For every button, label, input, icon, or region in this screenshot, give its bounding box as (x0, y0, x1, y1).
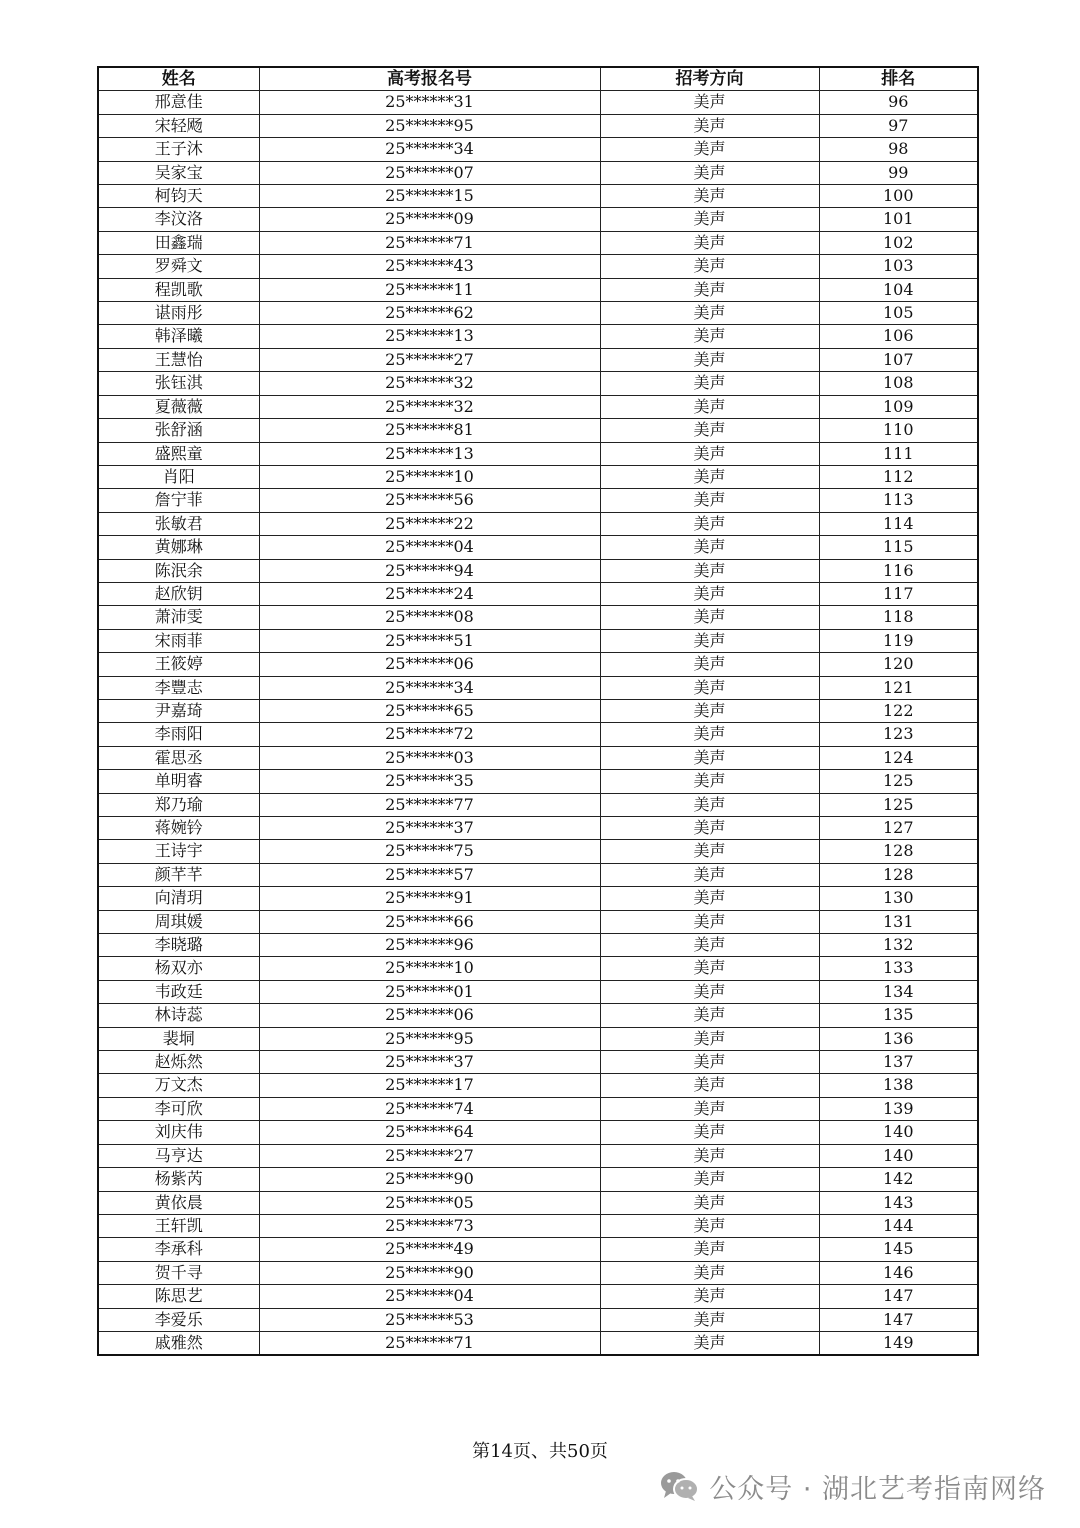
cell-direction: 美声 (600, 582, 819, 605)
cell-rank: 144 (819, 1214, 978, 1237)
cell-direction: 美声 (600, 442, 819, 465)
cell-exam-number: 25******07 (259, 161, 600, 184)
cell-exam-number: 25******37 (259, 1051, 600, 1074)
cell-direction: 美声 (600, 770, 819, 793)
cell-rank: 128 (819, 863, 978, 886)
cell-name: 杨双亦 (98, 957, 259, 980)
cell-direction: 美声 (600, 278, 819, 301)
cell-name: 盛熙童 (98, 442, 259, 465)
cell-exam-number: 25******27 (259, 348, 600, 371)
cell-exam-number: 25******13 (259, 325, 600, 348)
table-row (98, 1308, 978, 1331)
cell-direction: 美声 (600, 1051, 819, 1074)
cell-direction: 美声 (600, 793, 819, 816)
cell-exam-number: 25******71 (259, 231, 600, 254)
cell-rank: 147 (819, 1308, 978, 1331)
cell-name: 陈思艺 (98, 1285, 259, 1308)
ranking-table-container (97, 66, 977, 1356)
cell-direction: 美声 (600, 1285, 819, 1308)
cell-exam-number: 25******49 (259, 1238, 600, 1261)
table-row (98, 231, 978, 254)
cell-name: 韩泽曦 (98, 325, 259, 348)
header-exam-number: 高考报名号 (259, 67, 600, 91)
cell-rank: 101 (819, 208, 978, 231)
cell-exam-number: 25******90 (259, 1168, 600, 1191)
cell-direction: 美声 (600, 653, 819, 676)
cell-rank: 97 (819, 114, 978, 137)
table-row (98, 582, 978, 605)
cell-name: 王子沐 (98, 138, 259, 161)
cell-direction: 美声 (600, 419, 819, 442)
cell-direction: 美声 (600, 208, 819, 231)
page-number: 第14页、共50页 (472, 1441, 608, 1462)
cell-name: 罗舜文 (98, 255, 259, 278)
cell-rank: 147 (819, 1285, 978, 1308)
cell-exam-number: 25******22 (259, 512, 600, 535)
cell-direction: 美声 (600, 348, 819, 371)
table-row (98, 1051, 978, 1074)
cell-exam-number: 25******32 (259, 395, 600, 418)
cell-rank: 140 (819, 1121, 978, 1144)
cell-direction: 美声 (600, 465, 819, 488)
cell-name: 程凯歌 (98, 278, 259, 301)
cell-rank: 118 (819, 606, 978, 629)
wechat-icon (659, 1469, 701, 1503)
cell-exam-number: 25******57 (259, 863, 600, 886)
cell-name: 李豐志 (98, 676, 259, 699)
cell-rank: 128 (819, 840, 978, 863)
cell-name: 肖阳 (98, 465, 259, 488)
table-row (98, 957, 978, 980)
cell-direction: 美声 (600, 231, 819, 254)
cell-rank: 123 (819, 723, 978, 746)
cell-rank: 124 (819, 746, 978, 769)
table-row (98, 676, 978, 699)
cell-rank: 106 (819, 325, 978, 348)
table-row (98, 419, 978, 442)
cell-rank: 131 (819, 910, 978, 933)
table-row (98, 770, 978, 793)
cell-name: 杨紫芮 (98, 1168, 259, 1191)
table-row (98, 910, 978, 933)
cell-exam-number: 25******06 (259, 1004, 600, 1027)
cell-name: 宋轻飏 (98, 114, 259, 137)
cell-direction: 美声 (600, 1027, 819, 1050)
cell-exam-number: 25******13 (259, 442, 600, 465)
cell-rank: 139 (819, 1097, 978, 1120)
cell-rank: 109 (819, 395, 978, 418)
cell-rank: 133 (819, 957, 978, 980)
cell-rank: 137 (819, 1051, 978, 1074)
cell-direction: 美声 (600, 91, 819, 114)
cell-rank: 122 (819, 699, 978, 722)
cell-exam-number: 25******81 (259, 419, 600, 442)
cell-exam-number: 25******05 (259, 1191, 600, 1214)
cell-name: 詹宁菲 (98, 489, 259, 512)
cell-name: 马亨达 (98, 1144, 259, 1167)
cell-rank: 111 (819, 442, 978, 465)
table-row (98, 1214, 978, 1237)
cell-exam-number: 25******94 (259, 559, 600, 582)
cell-direction: 美声 (600, 1191, 819, 1214)
cell-name: 贺千寻 (98, 1261, 259, 1284)
cell-rank: 110 (819, 419, 978, 442)
cell-rank: 134 (819, 980, 978, 1003)
cell-name: 戚雅然 (98, 1331, 259, 1355)
cell-direction: 美声 (600, 302, 819, 325)
cell-direction: 美声 (600, 957, 819, 980)
cell-direction: 美声 (600, 512, 819, 535)
cell-rank: 146 (819, 1261, 978, 1284)
table-body (98, 91, 978, 1355)
table-row (98, 887, 978, 910)
cell-rank: 121 (819, 676, 978, 699)
cell-direction: 美声 (600, 1097, 819, 1120)
cell-name: 陈泯余 (98, 559, 259, 582)
cell-exam-number: 25******91 (259, 887, 600, 910)
cell-exam-number: 25******95 (259, 114, 600, 137)
cell-direction: 美声 (600, 1121, 819, 1144)
cell-direction: 美声 (600, 536, 819, 559)
cell-exam-number: 25******35 (259, 770, 600, 793)
cell-direction: 美声 (600, 934, 819, 957)
cell-name: 谌雨彤 (98, 302, 259, 325)
cell-rank: 136 (819, 1027, 978, 1050)
cell-exam-number: 25******64 (259, 1121, 600, 1144)
table-row (98, 372, 978, 395)
cell-exam-number: 25******34 (259, 676, 600, 699)
ranking-table (97, 66, 979, 1356)
cell-name: 王轩凯 (98, 1214, 259, 1237)
cell-direction: 美声 (600, 910, 819, 933)
table-row (98, 114, 978, 137)
cell-name: 王诗宇 (98, 840, 259, 863)
cell-name: 柯钧天 (98, 185, 259, 208)
cell-direction: 美声 (600, 863, 819, 886)
cell-exam-number: 25******31 (259, 91, 600, 114)
cell-rank: 114 (819, 512, 978, 535)
cell-name: 李可欣 (98, 1097, 259, 1120)
table-row (98, 980, 978, 1003)
cell-name: 黄依晨 (98, 1191, 259, 1214)
cell-direction: 美声 (600, 255, 819, 278)
cell-exam-number: 25******51 (259, 629, 600, 652)
cell-direction: 美声 (600, 395, 819, 418)
cell-exam-number: 25******75 (259, 840, 600, 863)
cell-direction: 美声 (600, 161, 819, 184)
table-row (98, 278, 978, 301)
cell-exam-number: 25******24 (259, 582, 600, 605)
cell-name: 林诗蕊 (98, 1004, 259, 1027)
cell-direction: 美声 (600, 489, 819, 512)
table-row (98, 1261, 978, 1284)
table-row (98, 395, 978, 418)
cell-direction: 美声 (600, 1308, 819, 1331)
table-row (98, 653, 978, 676)
table-row (98, 348, 978, 371)
cell-direction: 美声 (600, 606, 819, 629)
cell-rank: 149 (819, 1331, 978, 1355)
cell-name: 周琪媛 (98, 910, 259, 933)
table-row (98, 1168, 978, 1191)
table-row (98, 817, 978, 840)
cell-exam-number: 25******04 (259, 536, 600, 559)
cell-name: 黄娜琳 (98, 536, 259, 559)
cell-exam-number: 25******32 (259, 372, 600, 395)
table-row (98, 559, 978, 582)
cell-rank: 100 (819, 185, 978, 208)
table-row (98, 255, 978, 278)
cell-name: 李晓璐 (98, 934, 259, 957)
table-row (98, 512, 978, 535)
cell-name: 邢意佳 (98, 91, 259, 114)
cell-rank: 138 (819, 1074, 978, 1097)
table-row (98, 138, 978, 161)
cell-rank: 127 (819, 817, 978, 840)
cell-rank: 104 (819, 278, 978, 301)
cell-exam-number: 25******34 (259, 138, 600, 161)
cell-direction: 美声 (600, 629, 819, 652)
cell-name: 霍思丞 (98, 746, 259, 769)
table-row (98, 302, 978, 325)
header-rank: 排名 (819, 67, 978, 91)
cell-rank: 119 (819, 629, 978, 652)
cell-direction: 美声 (600, 817, 819, 840)
table-row (98, 723, 978, 746)
cell-rank: 142 (819, 1168, 978, 1191)
table-row (98, 1074, 978, 1097)
table-row (98, 1331, 978, 1355)
cell-rank: 145 (819, 1238, 978, 1261)
cell-exam-number: 25******95 (259, 1027, 600, 1050)
cell-exam-number: 25******17 (259, 1074, 600, 1097)
cell-rank: 103 (819, 255, 978, 278)
table-row (98, 840, 978, 863)
table-row (98, 185, 978, 208)
cell-exam-number: 25******73 (259, 1214, 600, 1237)
watermark (659, 1466, 1046, 1506)
cell-name: 王慧怡 (98, 348, 259, 371)
cell-name: 蒋婉钤 (98, 817, 259, 840)
cell-direction: 美声 (600, 676, 819, 699)
cell-direction: 美声 (600, 1331, 819, 1355)
cell-name: 万文杰 (98, 1074, 259, 1097)
cell-exam-number: 25******62 (259, 302, 600, 325)
cell-rank: 105 (819, 302, 978, 325)
cell-name: 李承科 (98, 1238, 259, 1261)
cell-rank: 96 (819, 91, 978, 114)
cell-name: 郑乃瑜 (98, 793, 259, 816)
cell-rank: 116 (819, 559, 978, 582)
cell-exam-number: 25******71 (259, 1331, 600, 1355)
cell-rank: 112 (819, 465, 978, 488)
cell-direction: 美声 (600, 1074, 819, 1097)
header-direction: 招考方向 (600, 67, 819, 91)
cell-rank: 113 (819, 489, 978, 512)
cell-name: 张钰淇 (98, 372, 259, 395)
cell-exam-number: 25******04 (259, 1285, 600, 1308)
cell-name: 韦政廷 (98, 980, 259, 1003)
cell-direction: 美声 (600, 114, 819, 137)
cell-rank: 125 (819, 770, 978, 793)
cell-exam-number: 25******56 (259, 489, 600, 512)
table-row (98, 934, 978, 957)
cell-direction: 美声 (600, 1004, 819, 1027)
cell-name: 李汶洛 (98, 208, 259, 231)
cell-direction: 美声 (600, 699, 819, 722)
cell-exam-number: 25******43 (259, 255, 600, 278)
cell-name: 单明睿 (98, 770, 259, 793)
cell-name: 李爱乐 (98, 1308, 259, 1331)
cell-name: 夏薇薇 (98, 395, 259, 418)
cell-name: 萧沛雯 (98, 606, 259, 629)
cell-name: 李雨阳 (98, 723, 259, 746)
cell-exam-number: 25******66 (259, 910, 600, 933)
cell-rank: 117 (819, 582, 978, 605)
table-row (98, 536, 978, 559)
cell-direction: 美声 (600, 1168, 819, 1191)
table-row (98, 1191, 978, 1214)
cell-name: 刘庆伟 (98, 1121, 259, 1144)
cell-rank: 135 (819, 1004, 978, 1027)
cell-rank: 108 (819, 372, 978, 395)
cell-direction: 美声 (600, 1214, 819, 1237)
cell-exam-number: 25******27 (259, 1144, 600, 1167)
cell-direction: 美声 (600, 185, 819, 208)
cell-direction: 美声 (600, 559, 819, 582)
table-row (98, 1238, 978, 1261)
cell-exam-number: 25******10 (259, 465, 600, 488)
table-row (98, 91, 978, 114)
table-row (98, 1144, 978, 1167)
table-row (98, 793, 978, 816)
cell-name: 吴家宝 (98, 161, 259, 184)
cell-exam-number: 25******08 (259, 606, 600, 629)
cell-exam-number: 25******77 (259, 793, 600, 816)
cell-direction: 美声 (600, 1238, 819, 1261)
cell-direction: 美声 (600, 372, 819, 395)
table-row (98, 1285, 978, 1308)
table-row (98, 606, 978, 629)
cell-name: 张敏君 (98, 512, 259, 535)
cell-name: 王筱婷 (98, 653, 259, 676)
cell-exam-number: 25******65 (259, 699, 600, 722)
cell-name: 尹嘉琦 (98, 699, 259, 722)
cell-direction: 美声 (600, 980, 819, 1003)
cell-exam-number: 25******74 (259, 1097, 600, 1120)
table-header-row (98, 67, 978, 91)
cell-name: 赵欣钥 (98, 582, 259, 605)
cell-direction: 美声 (600, 887, 819, 910)
cell-exam-number: 25******90 (259, 1261, 600, 1284)
cell-exam-number: 25******37 (259, 817, 600, 840)
cell-name: 张舒涵 (98, 419, 259, 442)
cell-direction: 美声 (600, 723, 819, 746)
table-row (98, 161, 978, 184)
cell-exam-number: 25******10 (259, 957, 600, 980)
cell-rank: 120 (819, 653, 978, 676)
cell-exam-number: 25******11 (259, 278, 600, 301)
table-row (98, 699, 978, 722)
cell-rank: 143 (819, 1191, 978, 1214)
table-row (98, 1027, 978, 1050)
cell-direction: 美声 (600, 1261, 819, 1284)
cell-direction: 美声 (600, 1144, 819, 1167)
table-row (98, 208, 978, 231)
cell-name: 宋雨菲 (98, 629, 259, 652)
cell-direction: 美声 (600, 840, 819, 863)
table-row (98, 325, 978, 348)
cell-rank: 99 (819, 161, 978, 184)
cell-exam-number: 25******03 (259, 746, 600, 769)
watermark-text: 公众号 · 湖北艺考指南网络 (709, 1473, 1046, 1505)
cell-exam-number: 25******09 (259, 208, 600, 231)
cell-name: 田鑫瑞 (98, 231, 259, 254)
table-row (98, 1121, 978, 1144)
cell-name: 向清玥 (98, 887, 259, 910)
cell-rank: 102 (819, 231, 978, 254)
cell-rank: 140 (819, 1144, 978, 1167)
table-row (98, 465, 978, 488)
cell-direction: 美声 (600, 746, 819, 769)
cell-rank: 132 (819, 934, 978, 957)
cell-exam-number: 25******15 (259, 185, 600, 208)
cell-exam-number: 25******72 (259, 723, 600, 746)
cell-direction: 美声 (600, 325, 819, 348)
header-name: 姓名 (98, 67, 259, 91)
cell-exam-number: 25******01 (259, 980, 600, 1003)
table-row (98, 629, 978, 652)
table-row (98, 746, 978, 769)
cell-name: 颜芊芊 (98, 863, 259, 886)
table-row (98, 863, 978, 886)
table-row (98, 442, 978, 465)
cell-rank: 115 (819, 536, 978, 559)
cell-rank: 98 (819, 138, 978, 161)
cell-exam-number: 25******06 (259, 653, 600, 676)
cell-name: 裴垌 (98, 1027, 259, 1050)
table-row (98, 1004, 978, 1027)
cell-rank: 130 (819, 887, 978, 910)
cell-name: 赵烁然 (98, 1051, 259, 1074)
cell-exam-number: 25******96 (259, 934, 600, 957)
cell-rank: 107 (819, 348, 978, 371)
cell-direction: 美声 (600, 138, 819, 161)
table-row (98, 489, 978, 512)
table-row (98, 1097, 978, 1120)
cell-rank: 125 (819, 793, 978, 816)
cell-exam-number: 25******53 (259, 1308, 600, 1331)
